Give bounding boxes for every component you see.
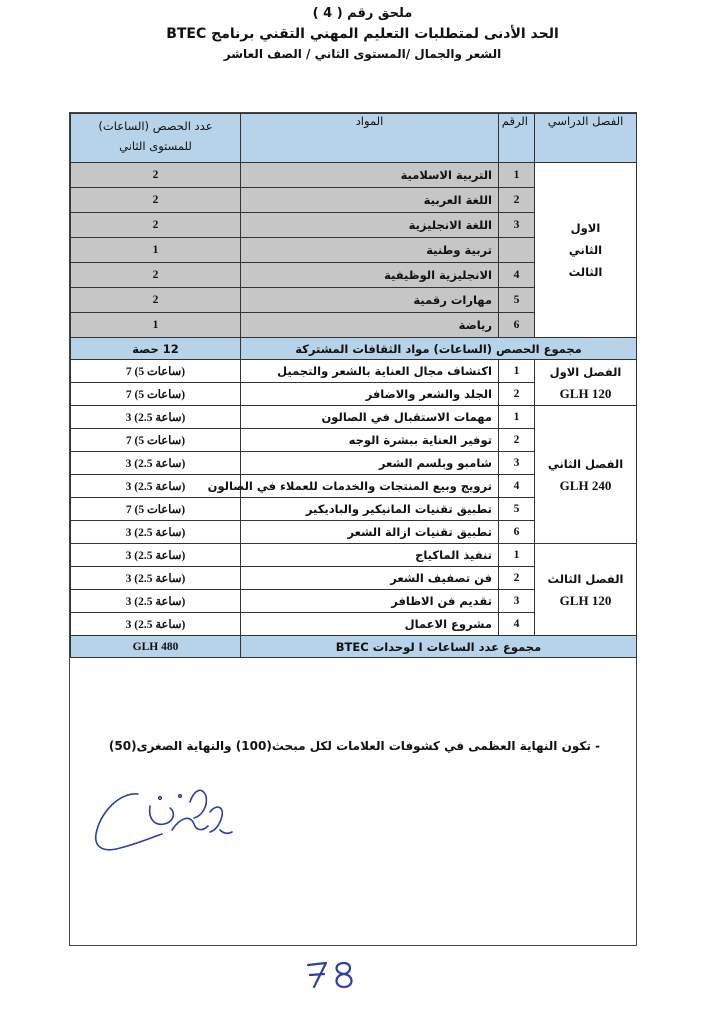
row-number: 3 <box>499 452 535 475</box>
term-glh: 120 GLH <box>559 592 612 608</box>
row-number: 3 <box>499 590 535 613</box>
term-cell <box>535 360 637 406</box>
subject-hours: 2 <box>71 288 241 313</box>
row-number: 4 <box>499 263 535 288</box>
handwritten-signature <box>90 772 250 862</box>
unit-hours: 3 (2.5 ساعة) <box>71 521 241 544</box>
table-header-row <box>71 114 637 163</box>
grading-note: - تكون النهاية العظمى في كشوفات العلامات لكل مبحث(100) والنهاية الصغرى(50) <box>108 739 600 753</box>
common-term-cell <box>535 163 637 338</box>
btec-total-label: مجموع عدد الساعات ا لوحدات BTEC <box>241 636 637 658</box>
common-term-label: الاول <box>570 221 601 235</box>
unit-name: مهمات الاستقبال في الصالون <box>241 406 499 429</box>
term-glh: 240 GLH <box>559 477 612 493</box>
unit-hours: 3 (2.5 ساعة) <box>71 613 241 636</box>
unit-name: شامبو وبلسم الشعر <box>241 452 499 475</box>
unit-name: مشروع الاعمال <box>241 613 499 636</box>
row-number: 1 <box>499 163 535 188</box>
unit-name: اكتشاف مجال العناية بالشعر والتجميل <box>241 360 499 383</box>
unit-name: تقديم فن الاظافر <box>241 590 499 613</box>
handwritten-page-number <box>300 955 360 995</box>
header-hours: عدد الحصص (الساعات) للمستوى الثاني <box>71 114 241 163</box>
unit-hours: 3 (2.5 ساعة) <box>71 452 241 475</box>
row-number <box>499 238 535 263</box>
common-total-row <box>71 338 637 360</box>
subject-name: اللغة الانجليزية <box>241 213 499 238</box>
unit-hours: 7 (5 ساعات) <box>71 498 241 521</box>
annex-number: ملحق رقم ( 4 ) <box>312 6 413 21</box>
row-number: 6 <box>499 313 535 338</box>
row-number: 1 <box>499 544 535 567</box>
row-number: 5 <box>499 498 535 521</box>
unit-name: الجلد والشعر والاضافر <box>241 383 499 406</box>
unit-hours: 3 (2.5 ساعة) <box>71 567 241 590</box>
row-number: 6 <box>499 521 535 544</box>
unit-hours: 7 (5 ساعات) <box>71 383 241 406</box>
row-number: 2 <box>499 188 535 213</box>
common-term-label: الثالث <box>568 265 603 279</box>
subject-hours: 1 <box>71 313 241 338</box>
row-number: 2 <box>499 383 535 406</box>
common-total-value: 12 حصة <box>71 338 241 360</box>
term-glh: 120 GLH <box>559 385 612 401</box>
row-number: 1 <box>499 360 535 383</box>
unit-name: ترويج وبيع المنتجات والخدمات للعملاء في الصالون <box>241 475 499 498</box>
unit-name: تطبيق تقنيات ازالة الشعر <box>241 521 499 544</box>
unit-name: تنفيذ الماكياج <box>241 544 499 567</box>
unit-name: توفير العناية ببشرة الوجه <box>241 429 499 452</box>
subject-name: التربية الاسلامية <box>241 163 499 188</box>
header-term: الفصل الدراسي <box>535 114 637 163</box>
row-number: 5 <box>499 288 535 313</box>
unit-row <box>71 544 637 567</box>
unit-row <box>71 406 637 429</box>
common-subject-row <box>71 163 637 188</box>
unit-hours: 3 (2.5 ساعة) <box>71 475 241 498</box>
term-cell <box>535 406 637 544</box>
unit-hours: 3 (2.5 ساعة) <box>71 590 241 613</box>
document-title: الحد الأدنى لمتطلبات التعليم المهني التقني برنامج BTEC <box>166 26 559 42</box>
btec-total-value: 480 GLH <box>71 636 241 658</box>
unit-hours: 3 (2.5 ساعة) <box>71 406 241 429</box>
row-number: 2 <box>499 567 535 590</box>
row-number: 1 <box>499 406 535 429</box>
row-number: 2 <box>499 429 535 452</box>
term-name: الفصل الثاني <box>547 456 624 471</box>
term-name: الفصل الثالث <box>547 571 624 586</box>
unit-name: فن تصفيف الشعر <box>241 567 499 590</box>
btec-total-row <box>71 636 637 658</box>
unit-hours: 7 (5 ساعات) <box>71 360 241 383</box>
header-subjects: المواد <box>241 114 499 163</box>
subject-name: مهارات رقمية <box>241 288 499 313</box>
subject-hours: 1 <box>71 238 241 263</box>
row-number: 4 <box>499 613 535 636</box>
row-number: 3 <box>499 213 535 238</box>
term-name: الفصل الاول <box>549 364 622 379</box>
common-term-label: الثاني <box>568 243 603 257</box>
subject-hours: 2 <box>71 163 241 188</box>
row-number: 4 <box>499 475 535 498</box>
common-total-label: مجموع الحصص (الساعات) مواد الثقافات المشتركة <box>241 338 637 360</box>
subject-name: اللغة العربية <box>241 188 499 213</box>
subject-hours: 2 <box>71 213 241 238</box>
unit-name: تطبيق تقنيات المانيكير والباديكير <box>241 498 499 521</box>
header-number: الرقم <box>499 114 535 163</box>
term-cell <box>535 544 637 636</box>
curriculum-table <box>70 113 637 658</box>
subject-hours: 2 <box>71 188 241 213</box>
subject-hours: 2 <box>71 263 241 288</box>
unit-hours: 7 (5 ساعات) <box>71 429 241 452</box>
unit-row <box>71 360 637 383</box>
subject-name: الانجليزية الوظيفية <box>241 263 499 288</box>
subject-name: تربية وطنية <box>241 238 499 263</box>
unit-hours: 3 (2.5 ساعة) <box>71 544 241 567</box>
document-subtitle: الشعر والجمال /المستوى الثاني / الصف العاشر <box>223 47 502 61</box>
subject-name: رياضة <box>241 313 499 338</box>
